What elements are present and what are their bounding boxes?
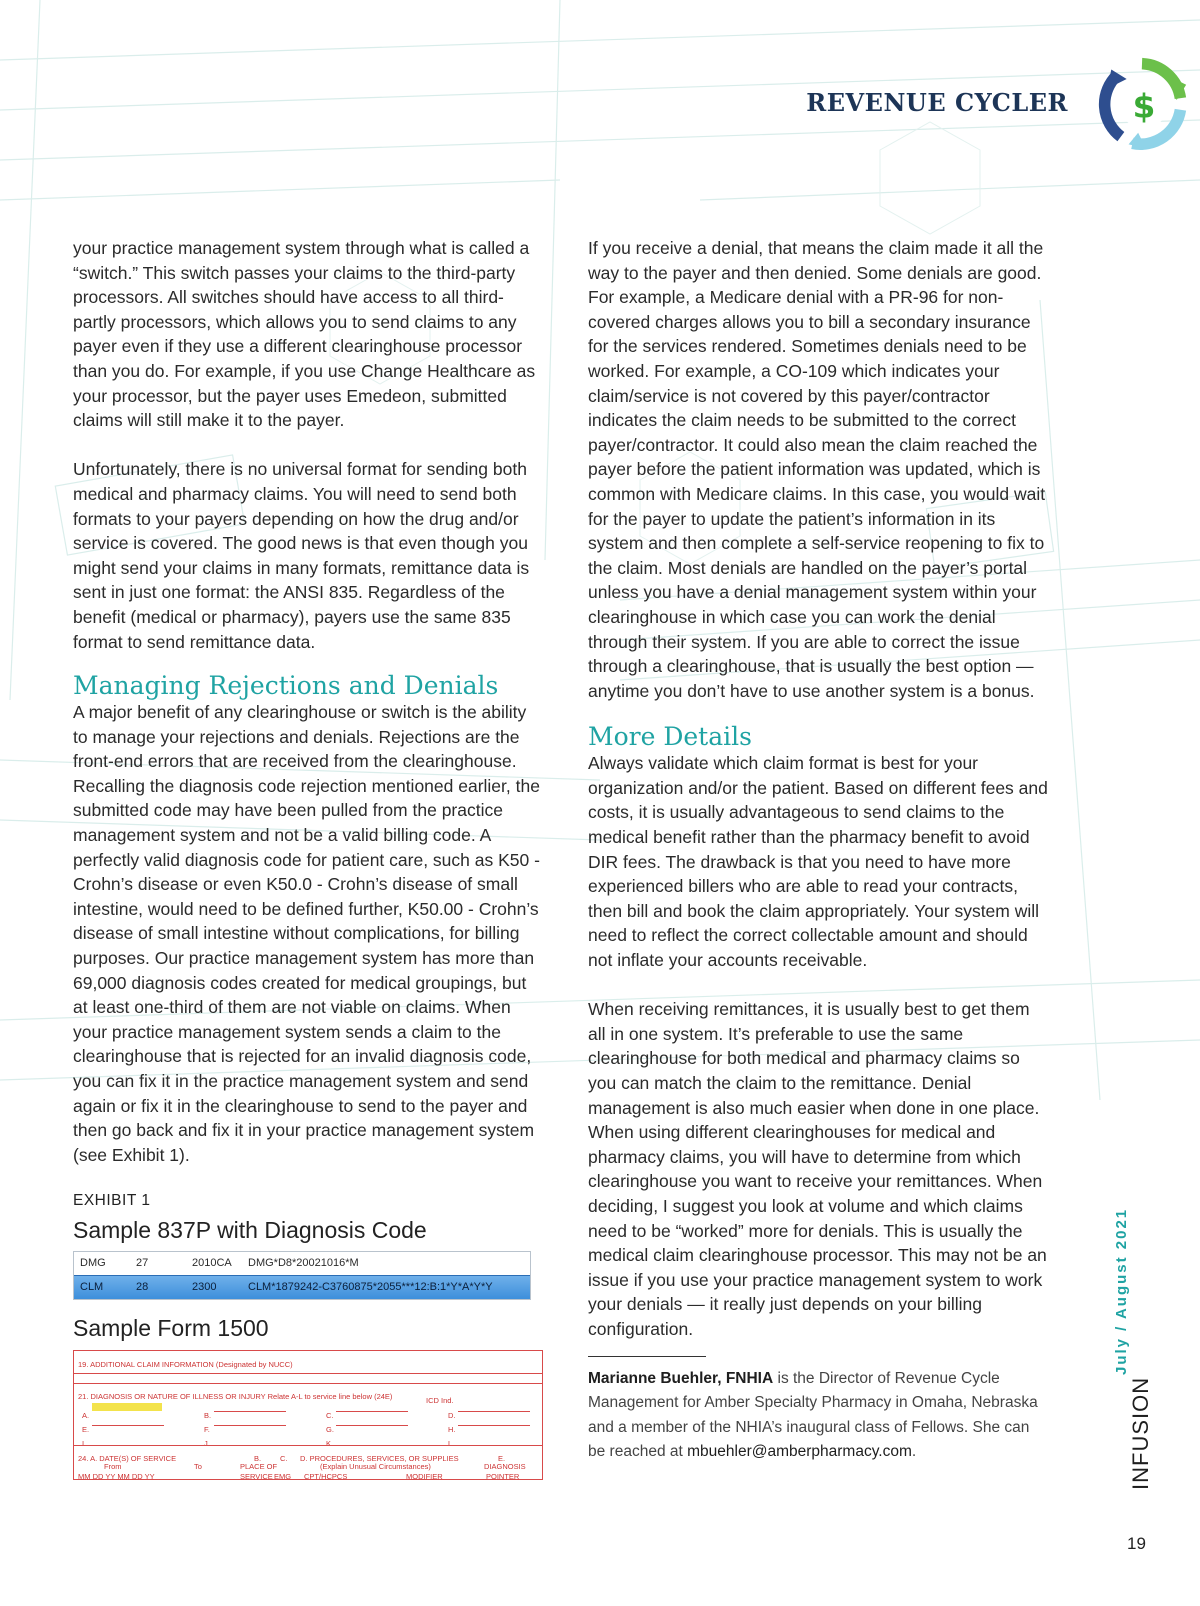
form-1500-sample: 19. ADDITIONAL CLAIM INFORMATION (Designated by NUCC) 21. DIAGNOSIS OR NATURE OF ILLNESS OR INJURY Relate A-L to service line below (24E) ICD Ind. A. B. C. D. E. F. G. H. I. J. K. L. 24. A. DATE(S) OF SERVICE From To MM DD YY MM DD YY B. PLACE OF SERVICE C. EMG D. PROCEDURES, SERVICES, OR SUPPLIES (Explain Unusual Circumstances) CPT/HCPCS MODIFIER E. DIAGNOSIS POINTER [73,1350,543,1480]
section-heading: Managing Rejections and Denials [73,671,499,701]
author-name: Marianne Buehler, FNHIA [588,1369,774,1387]
magazine-brand: INFUSION [1128,1376,1153,1490]
table-row: DMG 27 2010CA DMG*D8*20021016*M [80,1256,359,1269]
masthead [806,87,1156,126]
paragraph: your practice management system through what is called a “switch.” This switch passes your claims to the third-party processors. All switches should have access to all third-partly processors, which allows you to send claims to any payer even if they use a different clearinghouse processor than you do. For example, if you use Change Healthcare as your processor, but the payer uses Emedeon, submitted claims will still make it to the payer. [73,238,536,431]
author-email-link[interactable]: mbuehler@amberpharmacy.com [687,1443,912,1461]
table-row-highlighted: CLM 28 2300 CLM*1879242-C3760875*2055***12:B:1*Y*A*Y*Y [74,1275,530,1299]
page-number: 19 [1127,1534,1146,1553]
exhibit-title: Sample 837P with Diagnosis Code [73,1216,427,1243]
exhibit-title: Sample Form 1500 [73,1314,269,1341]
paragraph: When receiving remittances, it is usually best to get them all in one system. It’s preferable to use the same clearinghouse for both medical and pharmacy claims so you can match the claim to the remittance. Denial management is also much easier when done in one place. When using different clearinghouses for medical and pharmacy claims, you will have to determine from which clearinghouse you want to receive your remittances. When deciding, I suggest you look at volume and which claims need to be “worked” more for denials. This is usually the medical claim clearinghouse processor. This may not be an issue if you use your practice management system to work your denials — it really just depends on your billing configuration. [588,999,1047,1339]
issue-dateline: July / August 2021 [1113,1207,1130,1375]
edi-837p-table [73,1251,531,1300]
left-column [73,236,543,1480]
paragraph: Always validate which claim format is best for your organization and/or the patient. Based on different fees and costs, it is usually advantageous to send claims to the medical benefit rather than the pharmacy benefit to avoid DIR fees. The drawback is that you need to have more experienced billers who are able to read your contracts, then bill and book the claim appropriately. Your system will need to reflect the correct collectable amount and should not inflate your accounts receivable. [588,753,1048,971]
paragraph: A major benefit of any clearinghouse or switch is the ability to manage your rejections and denials. Rejections are the front-end errors that are received from the clearinghouse. Recalling the diagnosis code rejection mentioned earlier, the submitted code may have been pulled from the practice management system and not be a valid billing code. A perfectly valid diagnosis code for patient care, such as K50 - Crohn’s disease or even K50.0 - Crohn’s disease of small intestine, would need to be defined further, K50.00 - Crohn’s disease of small intestine without complications, for billing purposes. Our practice management system has more than 69,000 diagnosis codes created for medical groupings, but at least one-third of them are not viable on claims. When your practice management system sends a claim to the clearinghouse that is rejected for an invalid diagnosis code, you can fix it in the practice management system and send again or fix it in the clearinghouse to send to the payer and then go back and fix it in your practice management system (see Exhibit 1). [73,702,540,1165]
paragraph: Unfortunately, there is no universal format for sending both medical and pharmacy claims. You will need to send both formats to your payers depending on how the drug and/or service is covered. The good news is that even though you might send your claims in many formats, remittance data is sent in just one format: the ANSI 835. Regardless of the benefit (medical or pharmacy), payers use the same 835 format to send remittance data. [73,459,530,652]
section-heading: More Details [588,722,752,752]
dollar-cycle-icon [1094,56,1190,152]
author-bio: Marianne Buehler, FNHIA is the Director of Revenue Cycle Management for Amber Specialty Pharmacy in Omaha, Nebraska and a member of the NHIA’s inaugural class of Fellows. She can be reached at mbuehler@amberpharmacy.com. [588,1369,1038,1461]
svg-text:$: $ [1132,87,1156,126]
section-title: REVENUE CYCLER [806,88,1068,117]
bio-divider [588,1356,706,1357]
right-column [588,236,1050,1465]
paragraph: If you receive a denial, that means the claim made it all the way to the payer and then denied. Some denials are good. For example, a Medicare denial with a PR-96 for non-covered charges allows you to bill a secondary insurance for the services rendered. Sometimes denials need to be worked. For example, a CO-109 which indicates your claim/service is not covered by this payer/contractor indicates the claim needs to be submitted to the correct payer/contractor. It could also mean the claim reached the payer before the patient information was updated, which is common with Medicare claims. In this case, you would wait for the payer to update the patient’s information in its system and then complete a self-service reopening to fix to the claim. Most denials are handled on the payer’s portal unless you have a denial management system within your clearinghouse in which case you can work the denial through their system. If you are able to correct the issue through a clearinghouse, that is usually the best option — anytime you don’t have to use another system is a bonus. [588,238,1046,701]
highlighted-diagnosis-field [92,1403,162,1411]
exhibit-label: EXHIBIT 1 [73,1192,151,1210]
